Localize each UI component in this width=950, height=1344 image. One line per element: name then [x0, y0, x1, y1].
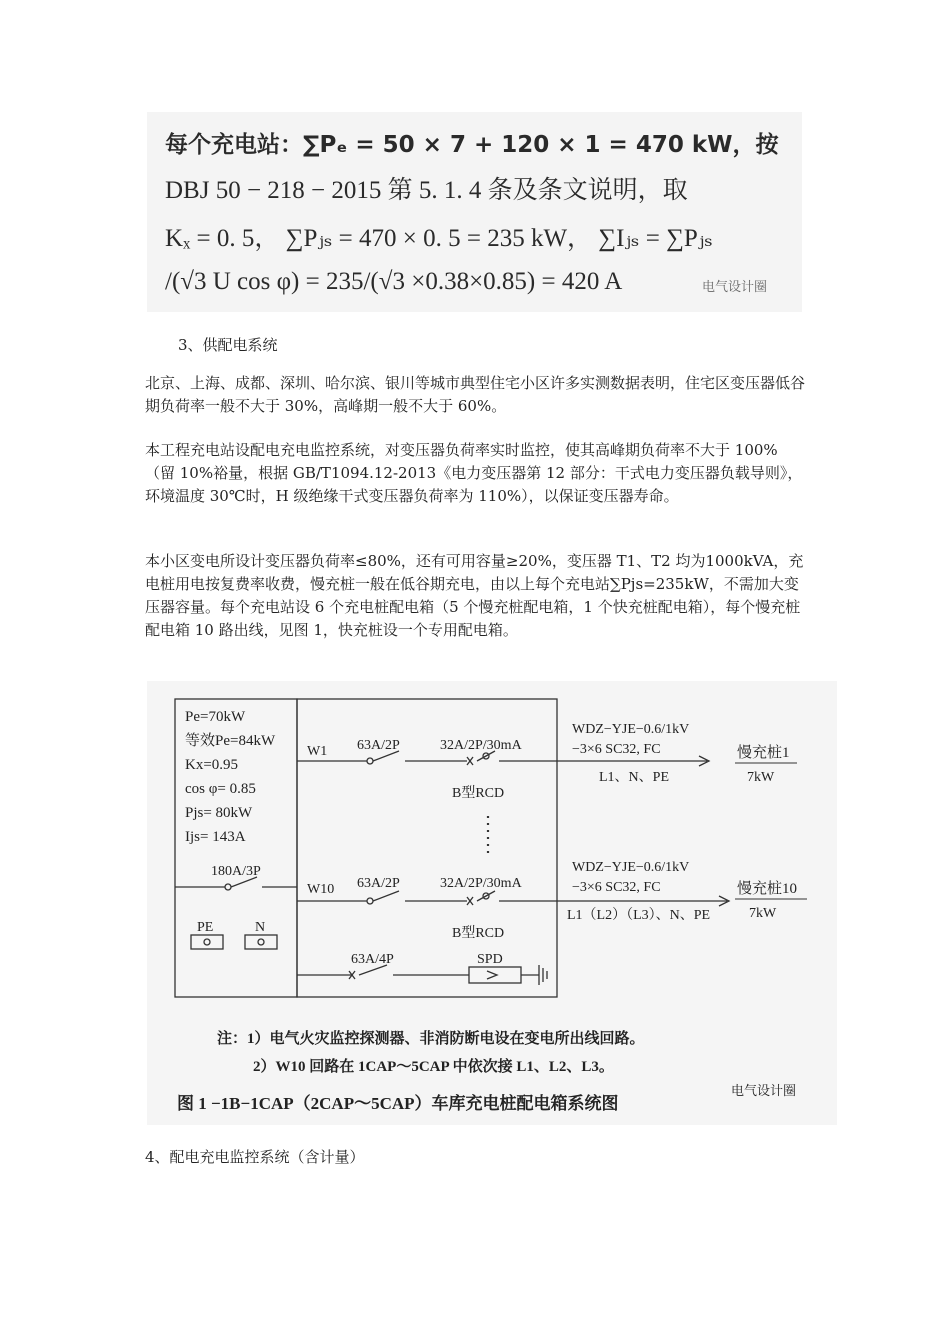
formula-watermark: 电气设计圈: [702, 280, 768, 295]
diagram-watermark: 电气设计圈: [731, 1083, 797, 1098]
param-cos: cos φ= 0.85: [185, 781, 256, 797]
w10-power: 7kW: [749, 906, 777, 921]
formula-image: [147, 112, 802, 312]
section-3-heading: 3、供配电系统: [178, 336, 278, 354]
system-diagram-svg: [147, 681, 837, 1125]
paragraph-3: 本小区变电所设计变压器负荷率≤80%，还有可用容量≥20%，变压器 T1、T2 均为1000kVA，充电桩用电按复费率收费，慢充桩一般在低谷期充电，由以上每个充电站∑Pjs=235kW，不需加大变压器容量。每个充电站设 6 个充电桩配电箱（5 个慢充桩配电箱，1 个快充桩配电箱），每个慢充桩配电箱 10 路出线，见图 1，快充桩设一个专用配电箱。: [145, 552, 804, 639]
system-diagram-image: [147, 681, 837, 1125]
main-breaker-label: 180A/3P: [211, 864, 261, 879]
formula-line-3: Kₓ = 0. 5， ∑Pⱼₛ = 470 × 0. 5 = 235 kW， ∑Iⱼₛ = ∑Pⱼₛ: [165, 225, 713, 252]
section-4-heading: 4、配电充电监控系统（含计量）: [145, 1148, 365, 1166]
w10-breaker-label: 63A/2P: [357, 876, 400, 891]
w10-rcd-type: B型RCD: [452, 926, 505, 941]
w10-rcd-label: 32A/2P/30mA: [440, 876, 522, 891]
spd-label: SPD: [477, 952, 503, 967]
formula-line-2: DBJ 50 − 218 − 2015 第 5. 1. 4 条及条文说明，取: [165, 177, 688, 204]
w1-cable-size: −3×6 SC32, FC: [572, 742, 661, 757]
w1-label: W1: [307, 744, 328, 759]
param-pjs: Pjs= 80kW: [185, 805, 253, 821]
w10-phases: L1（L2）（L3）、N、PE: [567, 908, 711, 923]
param-pe: Pe=70kW: [185, 709, 246, 725]
param-ijs: Ijs= 143A: [185, 829, 246, 845]
w10-cable-spec: WDZ−YJE−0.6/1kV: [572, 860, 690, 875]
paragraph-1: 北京、上海、成都、深圳、哈尔滨、银川等城市典型住宅小区许多实测数据表明，住宅区变压器低谷期负荷率一般不大于 30%，高峰期一般不大于 60%。: [145, 374, 806, 415]
diagram-note-1: 注：1）电气火灾监控探测器、非消防断电设在变电所出线回路。: [217, 1031, 645, 1047]
w1-cable-spec: WDZ−YJE−0.6/1kV: [572, 722, 690, 737]
paragraph-2: 本工程充电站设配电充电监控系统，对变压器负荷率实时监控，使其高峰期负荷率不大于 100%（留 10%裕量，根据 GB/T1094.12-2013《电力变压器第 12 部分：干式电力变压器负载导则》，环境温度 30℃时，H 级绝缘干式变压器负荷率为 110%），以保证变压器寿命。: [145, 441, 803, 505]
n-label: N: [255, 920, 266, 935]
param-kx: Kx=0.95: [185, 757, 239, 773]
pe-terminal: [191, 935, 223, 949]
w1-power: 7kW: [747, 770, 775, 785]
diagram-note-2: 2）W10 回路在 1CAP～5CAP 中依次接 L1、L2、L3。: [253, 1059, 614, 1075]
formula-line-1: 每个充电站：∑Pₑ = 50 × 7 + 120 × 1 = 470 kW，按: [165, 132, 779, 158]
w10-load: 慢充桩10: [737, 881, 798, 897]
w1-rcd-type: B型RCD: [452, 786, 505, 801]
spd-box: [469, 967, 521, 983]
param-equiv-pe: 等效Pe=84kW: [185, 733, 276, 749]
diagram-caption: 图 1 −1B−1CAP（2CAP～5CAP）车库充电桩配电箱系统图: [177, 1094, 619, 1113]
spd-breaker-label: 63A/4P: [351, 952, 394, 967]
n-terminal: [245, 935, 277, 949]
w10-label: W10: [307, 882, 335, 897]
w1-load: 慢充桩1: [737, 745, 790, 761]
pe-label: PE: [197, 920, 214, 935]
formula-line-4: /(√3 U cos φ) = 235/(√3 ×0.38×0.85) = 420 A: [165, 268, 623, 295]
w1-rcd-label: 32A/2P/30mA: [440, 738, 522, 753]
w1-phases: L1、N、PE: [599, 770, 669, 785]
w1-breaker-label: 63A/2P: [357, 738, 400, 753]
w10-cable-size: −3×6 SC32, FC: [572, 880, 661, 895]
